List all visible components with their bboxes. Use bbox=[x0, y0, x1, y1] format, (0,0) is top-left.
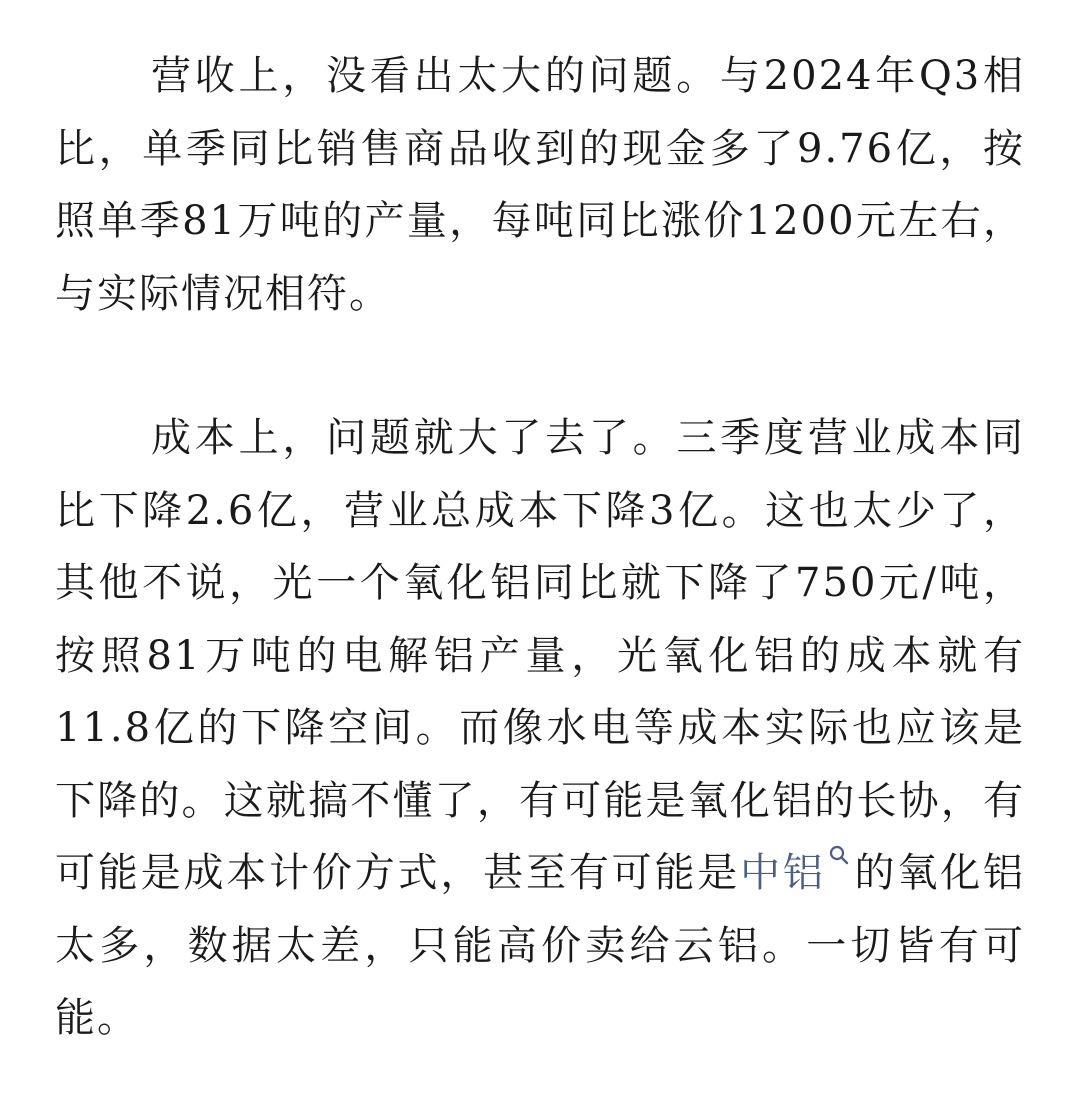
search-link-label: 中铝 bbox=[740, 850, 826, 896]
search-icon bbox=[828, 844, 850, 866]
paragraph-cost bbox=[55, 402, 1025, 1055]
paragraph-spacer bbox=[55, 330, 1025, 402]
article-body bbox=[55, 40, 1025, 1055]
search-link-chinalco[interactable] bbox=[740, 850, 854, 896]
paragraph-cost-text-before: 成本上，问题就大了去了。三季度营业成本同比下降2.6亿，营业总成本下降3亿。这也太少了，其他不说，光一个氧化铝同比就下降了750元/吨，按照81万吨的电解铝产量，光氧化铝的成本就有11.8亿的下降空间。而像水电等成本实际也应该是下降的。这就搞不懂了，有可能是氧化铝的长协，有可能是成本计价方式，甚至有可能是 bbox=[55, 415, 1025, 896]
paragraph-revenue: 营收上，没看出太大的问题。与2024年Q3相比，单季同比销售商品收到的现金多了9.76亿，按照单季81万吨的产量，每吨同比涨价1200元左右，与实际情况相符。 bbox=[55, 53, 1025, 317]
paragraph-cost-text-after: 的氧化铝太多，数据太差，只能高价卖给云铝。一切皆有可能。 bbox=[55, 850, 1026, 1041]
